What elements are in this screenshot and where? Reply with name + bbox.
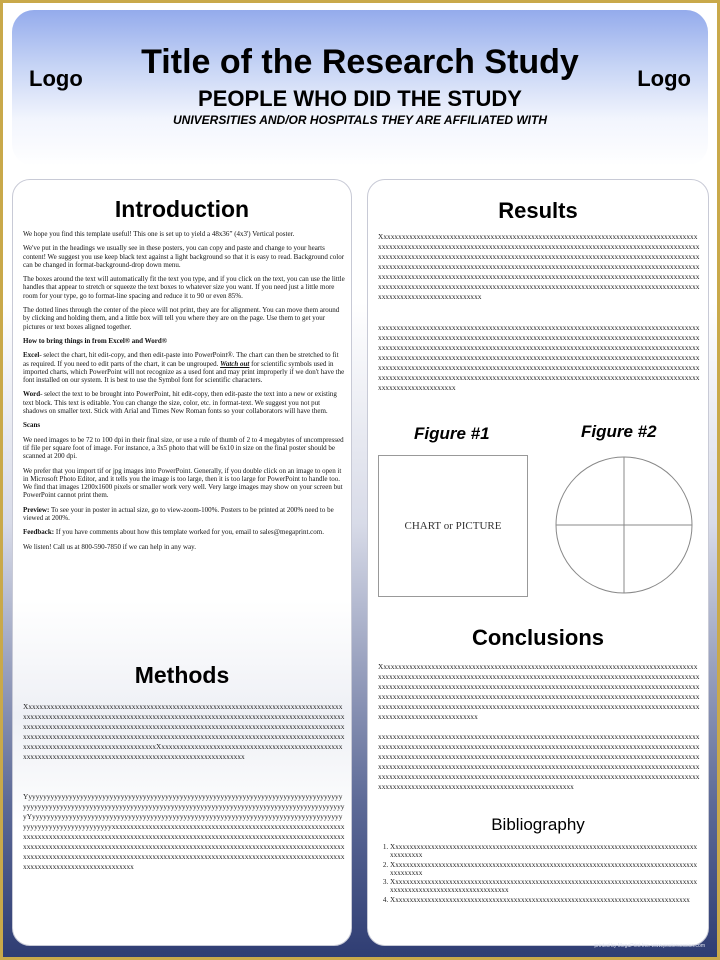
intro-paragraph: The dotted lines through the center of the piece will not print, they are for alignment. You can move them around by clicking and holding them, and a little box will tell you where they are on the page. Use them to get your pictures or text boxes aligned together. (23, 306, 340, 331)
results-paragraph-2: xxxxxxxxxxxxxxxxxxxxxxxxxxxxxxxxxxxxxxxxxxxxxxxxxxxxxxxxxxxxxxxxxxxxxxxxxxxxxxxxxxxxxxxxxxxxxxxxxxxxxxxxxxxxxxxxxxxxxxxxxxxxxxxxxxxxxxxxxxxxxxxxxxxxxxxxxxxxxxxxxxxxxxxxxxxxxxxxxxxxxxxxxxxxxxxxxxxxxxxxxxxxxxxxxxxxxxxxxxxxxxxxxxxxxxxxxxxxxxxxxxxxxxxxxxxxxxxxxxxxxxxxxxxxxxxxxxxxxxxxxxxxxxxxxxxxxxxxxxxxxxxxxxxxxxxxxxxxxxxxxxxxxxxxxxxxxxxxxxxxxxxxxxxxxxxxxxxxxxxxxxxxxxxxxxxxxxxxxxxxxxxxxxxxxxxxxxxxxxxxxxxxxxxxxxxxxxxxxxxxxxxxxxxxxxxxxxxxxxxxxxxxxxxxxxxxxxxxxxxxxxxxxxxxxxxxxxxxxxxxxxxxxxxxxxxxxxxxxxxxxxxxxxxxxxxxxxxxxxxxxxxxxxxxxxxxxxxxxxxxxxx (378, 323, 700, 392)
figure-1-placeholder (378, 455, 528, 597)
introduction-body (23, 230, 345, 557)
printed-by-credit: printed by MegaPrint Inc. www.postersession.com (594, 943, 705, 949)
results-heading: Results (498, 198, 578, 223)
methods-heading: Methods (134, 662, 230, 688)
introduction-heading: Introduction (114, 196, 250, 222)
left-column (12, 179, 352, 946)
poster-background (3, 3, 717, 957)
results-paragraph-1: Xxxxxxxxxxxxxxxxxxxxxxxxxxxxxxxxxxxxxxxxxxxxxxxxxxxxxxxxxxxxxxxxxxxxxxxxxxxxxxxxxxxxxxxxxxxxxxxxxxxxxxxxxxxxxxxxxxxxxxxxxxxxxxxxxxxxxxxxxxxxxxxxxxxxxxxxxxxxxxxxxxxxxxxxxxxxxxxxxxxxxxxxxxxxxxxxxxxxxxxxxxxxxxxxxxxxxxxxxxxxxxxxxxxxxxxxxxxxxxxxxxxxxxxxxxxxxxxxxxxxxxxxxxxxxxxxxxxxxxxxxxxxxxxxxxxxxxxxxxxxxxxxxxxxxxxxxxxxxxxxxxxxxxxxxxxxxxxxxxxxxxxxxxxxxxxxxxxxxxxxxxxxxxxxxxxxxxxxxxxxxxxxxxxxxxxxxxxxxxxxxxxxxxxxxxxxxxxxxxxxxxxxxxxxxxxxxxxxxxxxxxxxxxxxxxxxxxxxxxxxxxxxxxxxxxxxxxxxxxxxxxxxxxxxxxxxxxxxxxxxxxxxxxxxxxxxxxxxxxxxxxxxxxxxxxxxxxxxxxxxxxxxxxxxx (378, 232, 700, 301)
poster-authors: PEOPLE WHO DID THE STUDY (198, 86, 522, 111)
word-label: Word (23, 390, 41, 399)
word-text: - select the text to be brought into PowerPoint, hit edit-copy, then edit-paste the text into a new or existing text block. This text is editable. You can change the size, color, etc. in format-text. We suggest you not put shadows on smaller text. Stick with Arial and Times New Roman fonts so your collaborators will have them. (23, 390, 337, 416)
scans-heading: Scans (23, 421, 41, 430)
scans-paragraph: We prefer that you import tif or jpg images into PowerPoint. Generally, if you double click on an image to open it in Microsoft Photo Editor, and it tells you the image is too large, then it is too large for PowerPoint to handle too. We find that images 1200x1600 pixels or smaller work very well. Very large images may show on your screen but PowerPoint cannot print them. (23, 466, 343, 500)
intro-paragraph: We hope you find this template useful! This one is set up to yield a 48x36” (4x3') Vertical poster. (23, 230, 295, 238)
bibliography-item: 1. Xxxxxxxxxxxxxxxxxxxxxxxxxxxxxxxxxxxxxxxxxxxxxxxxxxxxxxxxxxxxxxxxxxxxxxxxxxxxxxxxxxxxxxxxxxxxxx (390, 843, 698, 860)
preview-paragraph (23, 506, 345, 523)
excel-text-a: - select the chart, hit edit-copy, and then edit-paste into PowerPoint®. The chart can then be stretched to fit as required. If you need to edit parts of the chart, it can be ungrouped. (23, 351, 339, 368)
logo-right: Logo (637, 66, 691, 91)
figure-2-pie-chart (554, 455, 694, 595)
logo-left: Logo (29, 66, 83, 91)
figure-2-label: Figure #2 (581, 422, 657, 441)
poster-header (12, 10, 708, 166)
watermark-text: Free Poster Templates. (39, 910, 132, 920)
word-paragraph (23, 390, 345, 415)
excel-paragraph (23, 351, 345, 384)
right-column (367, 179, 709, 946)
intro-paragraph: The boxes around the text will automatically fit the text you type, and if you click on the text, you can use the little handles that appear to stretch or squeeze the text boxes to whatever size you want. If you need just a little more room for your type, go to format-line spacing and reduce it to 90 or even 85%. (23, 275, 345, 300)
bibliography-item: 3. Xxxxxxxxxxxxxxxxxxxxxxxxxxxxxxxxxxxxxxxxxxxxxxxxxxxxxxxxxxxxxxxxxxxxxxxxxxxxxxxxxxxxxxxxxxxxxxxxxxxxxxxxxxxxxxxxxxxxxx (390, 878, 698, 895)
excel-text-b: for scientific symbols used in imported charts, which PowerPoint will not recognize as a used font and may print improperly if we don't have the font installed on our system. It is best to use the Symbol font for scientific characters. (23, 359, 345, 385)
figure-1-label: Figure #1 (414, 424, 490, 443)
methods-paragraph-1: XxxxxxxxxxxxxxxxxxxxxxxxxxxxxxxxxxxxxxxxxxxxxxxxxxxxxxxxxxxxxxxxxxxxxxxxxxxxxxxxxxxxxxxxxxxxxxxxxxxxxxxxxxxxxxxxxxxxxxxxxxxxxxxxxxxxxxxxxxxxxxxxxxxxxxxxxxxxxxxxxxxxxxxxxxxxxxxxxxxxxxxxxxxxxxxxxxxxxxxxxxxxxxxxxxxxxxxxxxxxxxxxxxxxxxxxxxxxxxxxxxxxxxxxxxxxxxxxxxxxxxxxxxxxxxxxxxxxxxxxxxxxxxxxxxxxxxxxxxxxxxxxxxxxxxxxxxxxxxxxxxxxxxxxxxxxxxxxxxxxxxxxxxxxxxxxxxxxxxxxxxxxxxxxxxxxxxxxxxxxxxxXxxxxxxxxxxxxxxxxxxxxxxxxxxxxxxxxxxxxxxxxxxxxxxxxxxxxxxxxxxxxxxxxxxxxxxxxxxxxxxxxxxxxxxxxxxxxxxxxxxxxxxxxxxxxx (23, 702, 345, 761)
bibliography-item: 2. Xxxxxxxxxxxxxxxxxxxxxxxxxxxxxxxxxxxxxxxxxxxxxxxxxxxxxxxxxxxxxxxxxxxxxxxxxxxxxxxxxxxxxxxxxxxxxx (390, 861, 698, 878)
how-to-heading: How to bring things in from Excel® and Word® (23, 336, 167, 345)
listen-paragraph: We listen! Call us at 800-590-7850 if we can help in any way. (23, 542, 196, 551)
intro-paragraph: We've put in the headings we usually see in these posters, you can copy and paste and change to your hearts content! We suggest you use keep black text against a light background so that it is easy to read. Background color can be changed in format-background-drop down menu. (23, 244, 345, 269)
bibliography-item: 4. Xxxxxxxxxxxxxxxxxxxxxxxxxxxxxxxxxxxxxxxxxxxxxxxxxxxxxxxxxxxxxxxxxxxxxxxxxxxxxxxxxxx (390, 896, 698, 904)
preview-text: To see your in poster in actual size, go to view-zoom-100%. Posters to be printed at 200% need to be viewed at 200%. (23, 505, 334, 523)
conclusions-paragraph-1: Xxxxxxxxxxxxxxxxxxxxxxxxxxxxxxxxxxxxxxxxxxxxxxxxxxxxxxxxxxxxxxxxxxxxxxxxxxxxxxxxxxxxxxxxxxxxxxxxxxxxxxxxxxxxxxxxxxxxxxxxxxxxxxxxxxxxxxxxxxxxxxxxxxxxxxxxxxxxxxxxxxxxxxxxxxxxxxxxxxxxxxxxxxxxxxxxxxxxxxxxxxxxxxxxxxxxxxxxxxxxxxxxxxxxxxxxxxxxxxxxxxxxxxxxxxxxxxxxxxxxxxxxxxxxxxxxxxxxxxxxxxxxxxxxxxxxxxxxxxxxxxxxxxxxxxxxxxxxxxxxxxxxxxxxxxxxxxxxxxxxxxxxxxxxxxxxxxxxxxxxxxxxxxxxxxxxxxxxxxxxxxxxxxxxxxxxxxxxxxxxxxxxxxxxxxxxxxxxxxxxxxxxxxxxxxxxxxxxxxxxxxxxxxxxxxxxxxxxxxxxx (378, 662, 700, 721)
figure-1-text: CHART or PICTURE (404, 520, 502, 532)
poster-affiliations: UNIVERSITIES AND/OR HOSPITALS THEY ARE AFFILIATED WITH (172, 113, 547, 127)
methods-paragraph-2: YyyyyyyyyyyyyyyyyyyyyyyyyyyyyyyyyyyyyyyyyyyyyyyyyyyyyyyyyyyyyyyyyyyyyyyyyyyyyyyyyyyyyyyyyyyyyyyyyyyyyyyyyyyyyyyyyyyyyyyyyyyyyyyyyyyyyyyyyyyyyyyyyyyyyyyyyyyyyyyyyyyyyyyyyyyyyyYyyyyyyyyyyyyyyyyyyyyyyyyyyyyyyyyyyyyyyyyyyyyyyyyyyyyyyyyyyyyyyyyyyyyyyyyyyyyyyyyyyyyyyyyyyyyyyyyyyyyyyyyyyyyxxxxxxxxxxxxxxxxxxxxxxxxxxxxxxxxxxxxxxxxxxxxxxxxxxxxxxxxxxxxxxxxxxxxxxxxxxxxxxxxxxxxxxxxxxxxxxxxxxxxxxxxxxxxxxxxxxxxxxxxxxxxxxxxxxxxxxxxxxxxxxxxxxxxxxxxxxxxxxxxxxxxxxxxxxxxxxxxxxxxxxxxxxxxxxxxxxxxxxxxxxxxxxxxxxxxxxxxxxxxxxxxxxxxxxxxxxxxxxxxxxxxxxxxxxxxxxxxxxxxxxxxxxxxxxxxxxxxxxxxxxxxxxxxxxxxxxxxxxxxxxxxxxxxxxxxxxxxxxxxxxxxxxxxxxxxxxxxxxxxxxxxxxxxxxxxxx (23, 792, 345, 871)
preview-label: Preview: (23, 505, 50, 514)
bibliography-heading: Bibliography (491, 815, 585, 834)
poster-title: Title of the Research Study (141, 43, 579, 81)
conclusions-paragraph-2: xxxxxxxxxxxxxxxxxxxxxxxxxxxxxxxxxxxxxxxxxxxxxxxxxxxxxxxxxxxxxxxxxxxxxxxxxxxxxxxxxxxxxxxxxxxxxxxxxxxxxxxxxxxxxxxxxxxxxxxxxxxxxxxxxxxxxxxxxxxxxxxxxxxxxxxxxxxxxxxxxxxxxxxxxxxxxxxxxxxxxxxxxxxxxxxxxxxxxxxxxxxxxxxxxxxxxxxxxxxxxxxxxxxxxxxxxxxxxxxxxxxxxxxxxxxxxxxxxxxxxxxxxxxxxxxxxxxxxxxxxxxxxxxxxxxxxxxxxxxxxxxxxxxxxxxxxxxxxxxxxxxxxxxxxxxxxxxxxxxxxxxxxxxxxxxxxxxxxxxxxxxxxxxxxxxxxxxxxxxxxxxxxxxxxxxxxxxxxxxxxxxxxxxxxxxxxxxxxxxxxxxxxxxxxxxxxxxxxxxxxxxxxxxxxxxxxxxxxxxxxxxxxxxxxxxxxxxxxxxxxxxxxxxx (378, 732, 700, 791)
scans-paragraph: We need images to be 72 to 100 dpi in their final size, or use a rule of thumb of 2 to 4 megabytes of uncompressed tif file per square foot of image. For instance, a 3x5 photo that will be 6x10 in size on the final poster should be scanned at 200 dpi. (23, 435, 344, 461)
feedback-text: If you have comments about how this template worked for you, email to sales@megaprint.com. (55, 528, 324, 537)
feedback-label: Feedback: (23, 528, 55, 537)
bibliography-list (378, 843, 698, 905)
conclusions-heading: Conclusions (471, 625, 604, 650)
feedback-paragraph (23, 528, 345, 536)
excel-label: Excel (23, 351, 40, 360)
watch-out-text: Watch out (220, 359, 250, 368)
